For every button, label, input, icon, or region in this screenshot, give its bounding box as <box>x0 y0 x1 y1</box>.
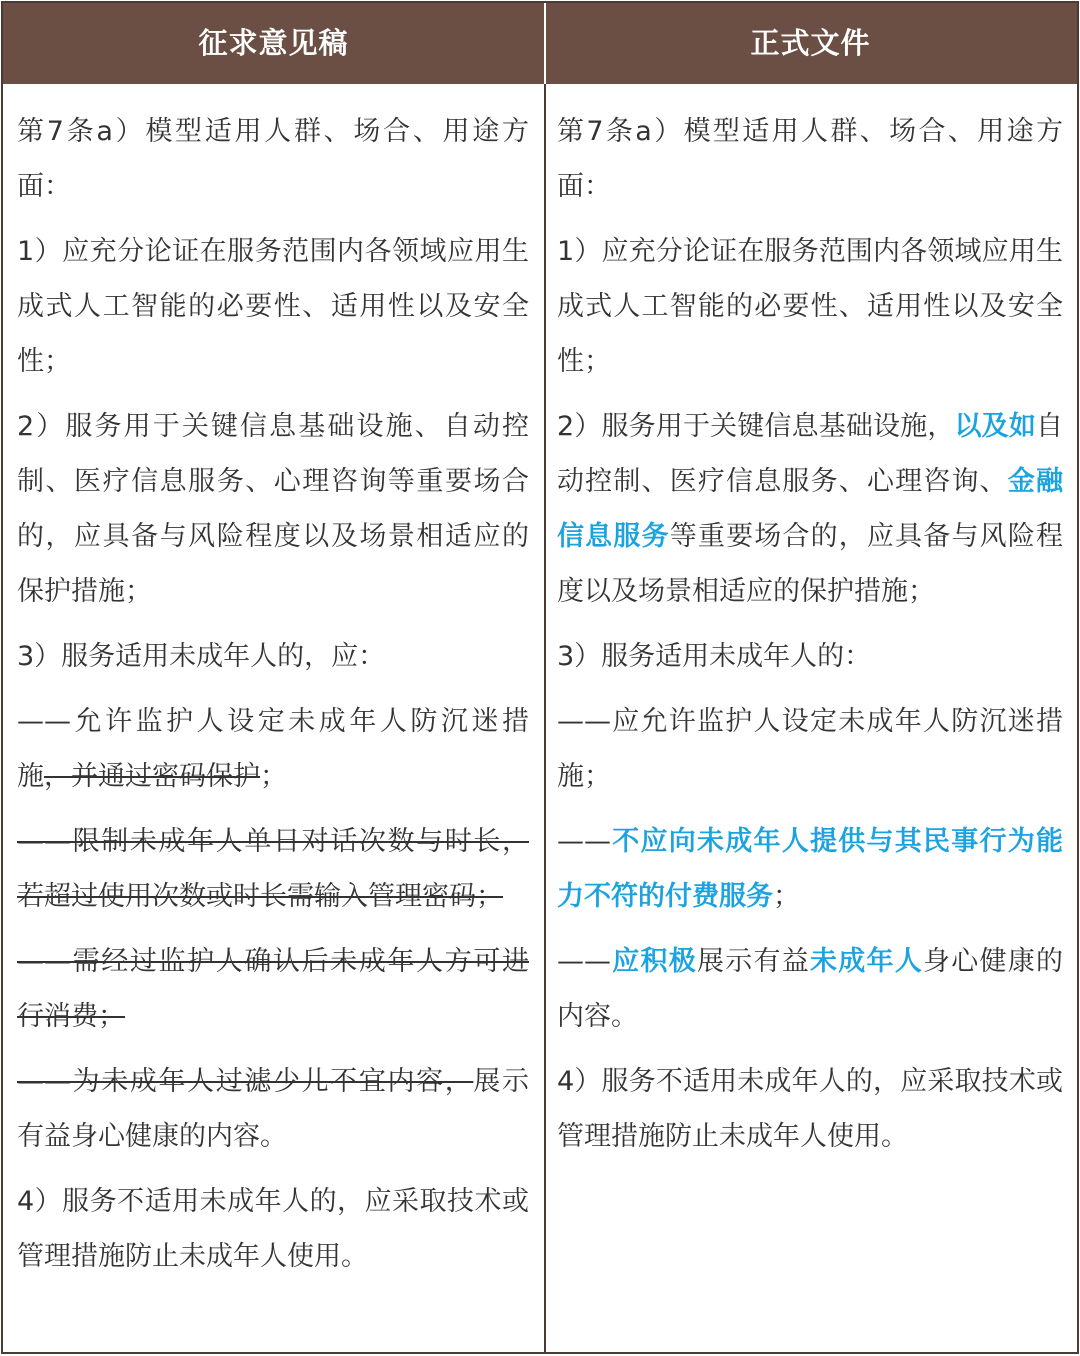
final-text: 展示有益 <box>697 946 810 977</box>
added-text: 金融信息服务 <box>557 466 1064 552</box>
header-final: 正式文件 <box>750 26 871 60</box>
draft-sub-item-consent-deleted: ——需经过监护人确认后未成年人方可进行消费； <box>17 946 529 1032</box>
final-item-4: 4）服务不适用未成年人的，应采取技术或管理措施防止未成年人使用。 <box>557 1066 1063 1152</box>
final-column <box>557 104 1063 1174</box>
final-sub-item-content <box>557 934 1063 1044</box>
draft-item-3: 3）服务适用未成年人的，应： <box>17 641 386 672</box>
draft-sub-item-anti-addiction <box>17 694 529 804</box>
draft-sub-item-content <box>17 1054 529 1164</box>
final-text: 身心健康的内容。 <box>557 946 1063 1032</box>
draft-text: ； <box>260 761 287 792</box>
final-text: 自动控制、医疗信息服务、心理咨询、 <box>557 411 1063 497</box>
added-text: 以及如 <box>954 411 1036 442</box>
final-text: —— <box>557 826 611 857</box>
draft-text: ——允许监护人设定未成年人防沉迷措施 <box>17 706 529 792</box>
draft-text: 展示有益身心健康的内容。 <box>17 1066 529 1152</box>
deleted-text: ，并通过密码保护 <box>44 761 260 792</box>
deleted-text: ——为未成年人过滤少儿不宜内容， <box>17 1066 474 1097</box>
draft-item-4: 4）服务不适用未成年人的，应采取技术或管理措施防止未成年人使用。 <box>17 1186 529 1272</box>
draft-column <box>17 104 529 1294</box>
draft-sub-item-limit-deleted: ——限制未成年人单日对话次数与时长，若超过使用次数或时长需输入管理密码； <box>17 826 529 912</box>
final-article-heading: 第7条a）模型适用人群、场合、用途方面： <box>557 116 1063 202</box>
final-item-1: 1）应充分论证在服务范围内各领域应用生成式人工智能的必要性、适用性以及安全性； <box>557 236 1063 377</box>
added-text: 不应向未成年人提供与其民事行为能力不符的付费服务 <box>557 826 1063 912</box>
added-text: 应积极 <box>611 946 697 977</box>
header-draft: 征求意见稿 <box>198 26 349 60</box>
draft-item-1: 1）应充分论证在服务范围内各领域应用生成式人工智能的必要性、适用性以及安全性； <box>17 236 529 377</box>
draft-item-2: 2）服务用于关键信息基础设施、自动控制、医疗信息服务、心理咨询等重要场合的，应具备与风险程度以及场景相适应的保护措施； <box>17 411 529 607</box>
table-header <box>3 3 1077 84</box>
final-text: 2）服务用于关键信息基础设施， <box>557 411 955 442</box>
final-sub-item-paid-services <box>557 814 1063 924</box>
final-sub-item-anti-addiction: ——应允许监护人设定未成年人防沉迷措施； <box>557 706 1063 792</box>
column-divider <box>544 84 546 1354</box>
final-text: —— <box>557 946 611 977</box>
final-item-2 <box>557 399 1063 619</box>
draft-article-heading: 第7条a）模型适用人群、场合、用途方面： <box>17 116 529 202</box>
final-item-3: 3）服务适用未成年人的： <box>557 641 872 672</box>
added-text: 未成年人 <box>810 946 923 977</box>
final-text: ； <box>773 881 800 912</box>
final-text: 等重要场合的，应具备与风险程度以及场景相适应的保护措施； <box>557 521 1064 607</box>
